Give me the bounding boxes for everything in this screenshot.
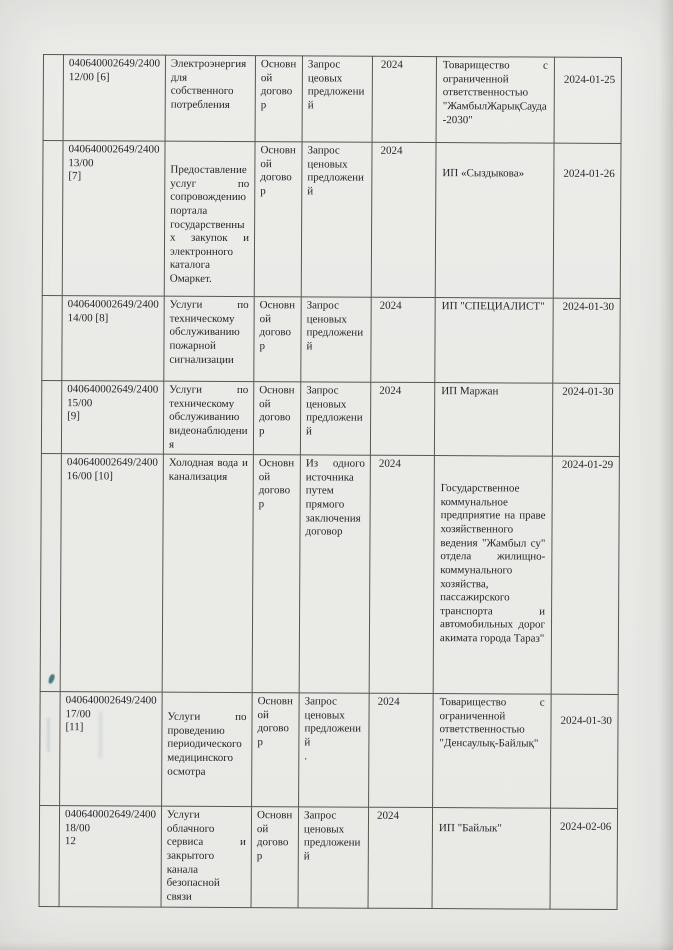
scan-edge-shadow — [659, 0, 673, 950]
cell-contract-type: Основн ой догово р — [254, 297, 301, 382]
cell-procurement-method: Из одного источника путем прямого заключения договор — [299, 455, 370, 693]
cell-year: 2024 — [369, 455, 434, 693]
margin-cell — [42, 295, 62, 380]
cell-supplier: Товарищество с ограниченной ответственностью "Денсаулық-Байлық" — [433, 694, 552, 809]
cell-procurement-method: Запрос ценовых предложени й . — [299, 693, 370, 807]
contracts-table-wrapper — [39, 54, 622, 910]
cell-description: Услуги облачного сервиса и закрытого канала безопасной связи — [161, 806, 252, 907]
table-row — [40, 454, 619, 695]
cell-date: 2024-01-25 — [554, 57, 621, 143]
table-row — [42, 295, 620, 383]
ink-smudge — [99, 712, 102, 758]
table-row — [40, 692, 619, 809]
table-row — [43, 55, 621, 144]
cell-year: 2024 — [368, 807, 433, 908]
cell-contract-type: Основн ой догово р — [255, 56, 302, 142]
cell-contract-type: Основн ой догово р — [251, 807, 299, 908]
cell-year: 2024 — [369, 693, 434, 807]
cell-year: 2024 — [372, 56, 436, 142]
cell-year: 2024 — [370, 382, 434, 455]
cell-supplier: ИП Маржан — [434, 383, 552, 457]
margin-cell — [39, 806, 60, 906]
cell-contract-type: Основн ой догово р — [253, 382, 300, 455]
cell-description: Холодная вода и канализация — [162, 454, 253, 692]
cell-date: 2024-01-26 — [553, 143, 621, 298]
cell-year: 2024 — [371, 297, 435, 382]
cell-supplier: ИП "Байлык" — [432, 808, 551, 909]
cell-contract-number: 040640002649/2400 14/00 [8] — [62, 296, 164, 382]
cell-description: Услуги по техническому обслуживанию пожарной сигнализации — [164, 296, 254, 381]
cell-date: 2024-01-29 — [551, 456, 619, 694]
cell-contract-number: 040640002649/2400 13/00 [7] — [62, 141, 165, 297]
contracts-table — [39, 54, 622, 910]
cell-contract-number: 040640002649/2400 16/00 [10] — [60, 454, 163, 693]
scan-edge-shadow — [0, 942, 673, 950]
cell-date: 2024-02-06 — [550, 808, 618, 909]
cell-contract-type: Основн ой догово р — [252, 693, 300, 807]
cell-procurement-method: Запрос ценовых предложени й — [301, 142, 372, 297]
table-row — [39, 806, 618, 909]
cell-contract-number: 040640002649/2400 12/00 [6] — [63, 55, 165, 142]
cell-contract-type: Основн ой догово р — [252, 455, 300, 693]
table-row — [42, 141, 621, 299]
margin-cell — [42, 141, 63, 296]
cell-procurement-method: Запрос ценовых предложени й — [301, 297, 371, 382]
cell-procurement-method: Запрос ценовых предложени й — [300, 382, 370, 455]
cell-description: Услуги по техническому обслуживанию видеонаблюдения — [163, 381, 253, 455]
cell-procurement-method: Запрос цеовых предложени й — [302, 56, 372, 142]
margin-cell — [41, 380, 61, 453]
cell-contract-number: 040640002649/2400 18/00 12 — [59, 806, 162, 907]
cell-contract-number: 040640002649/2400 17/00 [11] — [60, 692, 163, 807]
cell-description: Электроэнергия для собственного потребления — [165, 55, 255, 141]
cell-date: 2024-01-30 — [551, 694, 619, 808]
ink-smudge — [47, 718, 50, 752]
cell-contract-number: 040640002649/2400 15/00 [9] — [61, 381, 163, 455]
cell-year: 2024 — [371, 142, 436, 297]
cell-supplier: ИП "СПЕЦИАЛИСТ" — [435, 298, 553, 384]
margin-cell — [43, 55, 63, 141]
cell-supplier: Государственное коммунальное предприятие на праве хозяйственного ведения "Жамбыл су" отдела жилищно-коммунального хозяйства, пассажирского транспорта и автомобильных дорог акимата города Тараз" — [433, 456, 552, 695]
cell-date: 2024-01-30 — [552, 383, 619, 456]
margin-cell — [40, 454, 61, 692]
table-row — [41, 380, 619, 456]
cell-contract-type: Основн ой догово р — [254, 142, 302, 297]
cell-description: Услуги по проведению периодического медицинского осмотра — [162, 692, 253, 806]
cell-supplier: ИП «Сыздыкова» — [435, 143, 554, 299]
cell-supplier: Товарищество с ограниченной ответственностью "ЖамбылЖарықСауда-2030" — [436, 57, 554, 144]
cell-procurement-method: Запрос ценовых предложени й — [298, 807, 369, 908]
cell-date: 2024-01-30 — [553, 298, 620, 383]
cell-description: Предоставление услуг по сопровождению портала государственных закупок и электронного каталога Омаркет. — [164, 141, 255, 296]
